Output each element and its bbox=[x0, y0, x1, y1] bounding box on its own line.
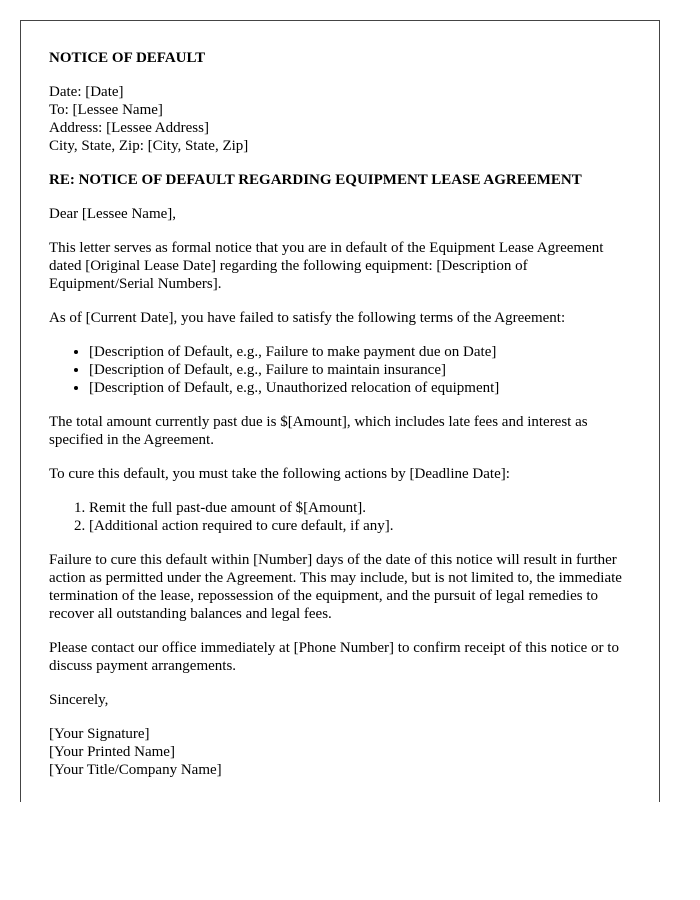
title-company-line: [Your Title/Company Name] bbox=[49, 762, 222, 778]
list-item: 2. [Additional action required to cure default, if any]. bbox=[89, 517, 631, 535]
list-item: • [Description of Default, e.g., Unauthorized relocation of equipment] bbox=[89, 379, 631, 397]
amount-paragraph: The total amount currently past due is $[Amount], which includes late fees and interest as specified in the Agreement. bbox=[49, 414, 588, 448]
printed-name-line: [Your Printed Name] bbox=[49, 744, 175, 760]
recipient-address-line: Address: [Lessee Address] bbox=[49, 120, 209, 136]
letter-title: NOTICE OF DEFAULT bbox=[49, 50, 206, 66]
actions-list bbox=[49, 499, 631, 535]
date-line: Date: [Date] bbox=[49, 84, 124, 100]
recipient-block bbox=[49, 83, 631, 155]
recipient-name-line: To: [Lessee Name] bbox=[49, 102, 163, 118]
signature-block bbox=[49, 725, 631, 779]
cure-intro-paragraph: To cure this default, you must take the following actions by [Deadline Date]: bbox=[49, 466, 510, 482]
signature-line: [Your Signature] bbox=[49, 726, 150, 742]
defaults-list bbox=[49, 343, 631, 397]
terms-intro-paragraph: As of [Current Date], you have failed to satisfy the following terms of the Agreement: bbox=[49, 310, 566, 326]
salutation: Dear [Lessee Name], bbox=[49, 206, 177, 222]
intro-paragraph: This letter serves as formal notice that you are in default of the Equipment Lease Agreement dated [Original Lease Date] regarding the following equipment: [Description of Equipment/Serial Numbers]. bbox=[49, 240, 604, 292]
list-item: • [Description of Default, e.g., Failure to maintain insurance] bbox=[89, 361, 631, 379]
consequence-paragraph: Failure to cure this default within [Number] days of the date of this notice will result in further action as permitted under the Agreement. This may include, but is not limited to, the immediate termination of the lease, repossession of the equipment, and the pursuit of legal remedies to recover all outstanding balances and legal fees. bbox=[49, 552, 622, 622]
subject-line: RE: NOTICE OF DEFAULT REGARDING EQUIPMENT LEASE AGREEMENT bbox=[49, 172, 582, 188]
closing: Sincerely, bbox=[49, 692, 109, 708]
letter-page bbox=[20, 20, 660, 802]
recipient-city-line: City, State, Zip: [City, State, Zip] bbox=[49, 138, 249, 154]
contact-paragraph: Please contact our office immediately at [Phone Number] to confirm receipt of this notice or to discuss payment arrangements. bbox=[49, 640, 619, 674]
list-item: 1. Remit the full past-due amount of $[Amount]. bbox=[89, 499, 631, 517]
list-item: • [Description of Default, e.g., Failure to make payment due on Date] bbox=[89, 343, 631, 361]
